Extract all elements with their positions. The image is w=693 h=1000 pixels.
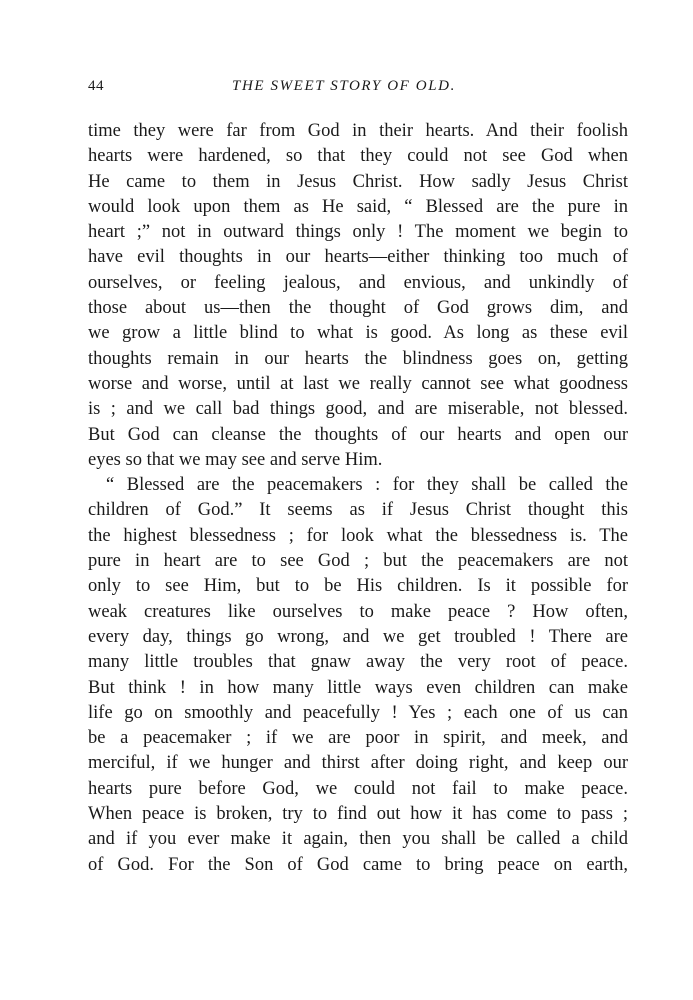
- text-line: of God. For the Son of God came to bring peace on earth,: [88, 854, 628, 875]
- text-line: is ; and we call bad things good, and are miserable, not blessed.: [88, 399, 628, 420]
- paragraph-first-line: “ Blessed are the peacemakers : for they shall be called the: [106, 475, 628, 496]
- text-line: weak creatures like ourselves to make peace ? How often,: [88, 601, 628, 622]
- text-line: pure in heart are to see God ; but the peacemakers are not: [88, 551, 628, 572]
- text-line: only to see Him, but to be His children. Is it possible for: [88, 576, 628, 597]
- text-line: would look upon them as He said, “ Blessed are the pure in: [88, 196, 628, 217]
- text-line: every day, things go wrong, and we get troubled ! There are: [88, 626, 628, 647]
- text-line: hearts pure before God, we could not fail to make peace.: [88, 778, 628, 799]
- text-line: we grow a little blind to what is good. As long as these evil: [88, 323, 628, 344]
- text-line: the highest blessedness ; for look what the blessedness is. The: [88, 525, 628, 546]
- text-line: and if you ever make it again, then you shall be called a child: [88, 829, 628, 850]
- text-line: But God can cleanse the thoughts of our hearts and open our: [88, 424, 628, 445]
- text-line: time they were far from God in their hearts. And their foolish: [88, 121, 628, 141]
- text-line: ourselves, or feeling jealous, and envious, and unkindly of: [88, 272, 628, 293]
- text-line: life go on smoothly and peacefully ! Yes ; each one of us can: [88, 702, 628, 723]
- page-number: 44: [88, 78, 104, 94]
- text-line: those about us—then the thought of God grows dim, and: [88, 298, 628, 319]
- text-line: merciful, if we hunger and thirst after doing right, and keep our: [88, 753, 628, 774]
- running-head: [88, 78, 628, 102]
- body-text: [88, 119, 628, 878]
- text-line: hearts were hardened, so that they could not see God when: [88, 146, 628, 167]
- text-line: many little troubles that gnaw away the very root of peace.: [88, 652, 628, 673]
- text-line: children of God.” It seems as if Jesus Christ thought this: [88, 500, 628, 521]
- text-line: be a peacemaker ; if we are poor in spirit, and meek, and: [88, 728, 628, 749]
- text-line: heart ;” not in outward things only ! The moment we begin to: [88, 222, 628, 243]
- text-line: He came to them in Jesus Christ. How sadly Jesus Christ: [88, 171, 628, 192]
- text-line: But think ! in how many little ways even children can make: [88, 677, 628, 698]
- text-line: worse and worse, until at last we really cannot see what goodness: [88, 373, 628, 394]
- text-line: thoughts remain in our hearts the blindness goes on, getting: [88, 348, 628, 369]
- text-line: When peace is broken, try to find out how it has come to pass ;: [88, 804, 628, 825]
- text-line: have evil thoughts in our hearts—either thinking too much of: [88, 247, 628, 268]
- running-title: THE SWEET STORY OF OLD.: [232, 78, 456, 94]
- paragraph-end-line: eyes so that we may see and serve Him.: [88, 449, 383, 470]
